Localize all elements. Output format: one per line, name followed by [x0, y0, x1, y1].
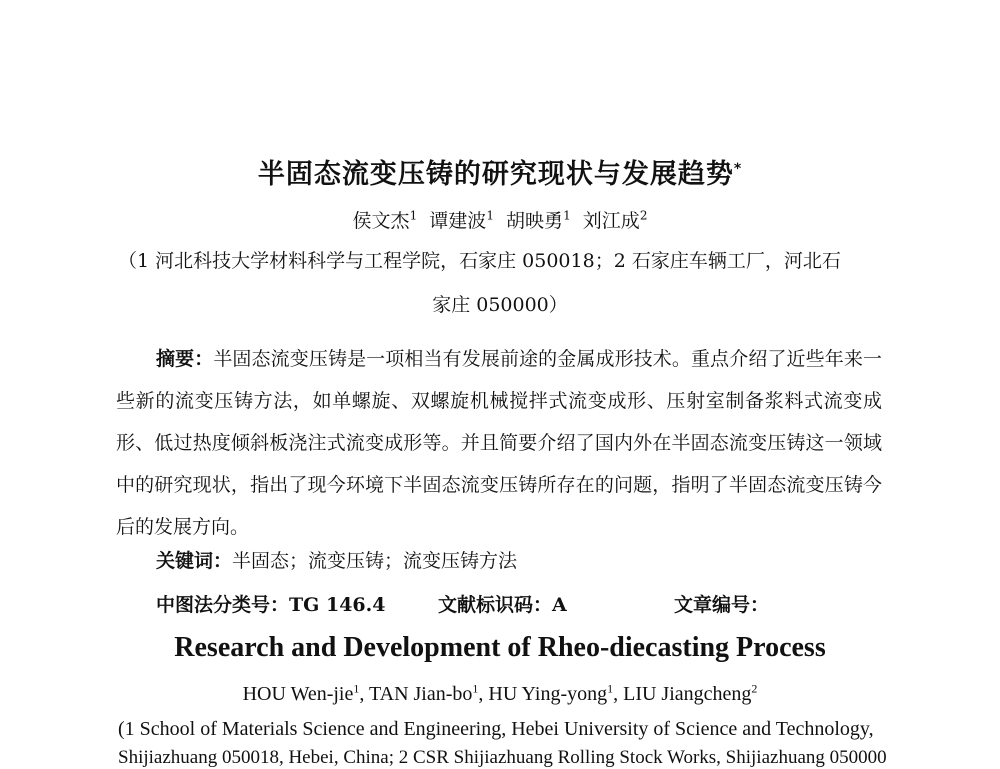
classification-row [156, 590, 769, 617]
authors-cn [0, 206, 1000, 233]
authors-en [0, 681, 1000, 706]
author-cn: 侯文杰$^1$ [352, 208, 418, 232]
doc-code-field: 文献标识码：A [438, 594, 567, 616]
affiliation-en-line1: (1 School of Materials Science and Engineering, Hebei University of Science and Technology, [118, 718, 874, 740]
abstract-cn [116, 338, 882, 548]
author-en: HU Ying-yong$^1$, [488, 681, 619, 705]
author-cn: 谭建波$^1$ [429, 208, 494, 232]
title-cn-text: 半固态流变压铸的研究现状与发展趋势 [257, 159, 734, 190]
keywords-cn-text: 半固态；流变压铸；流变压铸方法 [232, 550, 518, 572]
author-en: TAN Jian-$bo^1$, [369, 681, 484, 705]
paper-title-cn [0, 152, 1000, 191]
author-en: LIU Jiangcheng$^2$ [623, 681, 758, 705]
title-footnote-mark: * [733, 161, 743, 177]
keywords-cn-label: 关键词： [156, 550, 233, 572]
abstract-cn-text: 半固态流变压铸是一项相当有发展前途的金属成形技术。重点介绍了近些年来一些新的流变压铸方法，如单螺旋、双螺旋机械搅拌式流变成形、压射室制备浆料式流变成形、低过热度倾斜板浇注式流变成形等。并且简要介绍了国内外在半固态流变压铸这一领域中的研究现状，指出了现今环境下半固态流变压铸所存在的问题，指明了半固态流变压铸今后的发展方向。 [116, 348, 882, 538]
keywords-cn [156, 546, 517, 573]
abstract-cn-label: 摘要： [156, 348, 214, 370]
author-cn: 胡映勇$^1$ [506, 208, 571, 232]
affiliation-cn-line2: 家庄 050000） [432, 294, 568, 316]
author-cn: 刘江成$^2$ [582, 208, 648, 232]
clc-field: 中图法分类号：TG 146.4 [156, 594, 386, 616]
article-no-field: 文章编号： [674, 594, 770, 616]
affiliation-en-line2: Shijiazhuang 050018, Hebei, China; 2 CSR Shijiazhuang Rolling Stock Works, Shijiazhuang 050000 [118, 747, 887, 768]
author-en: HOU Wen-jie$^1$, [242, 681, 365, 705]
affiliation-cn-line1: （1 河北科技大学材料科学与工程学院，石家庄 050018；2 石家庄车辆工厂，河北石 [118, 250, 841, 272]
paper-title-en: Research and Development of Rheo-diecasting Process [174, 632, 826, 663]
